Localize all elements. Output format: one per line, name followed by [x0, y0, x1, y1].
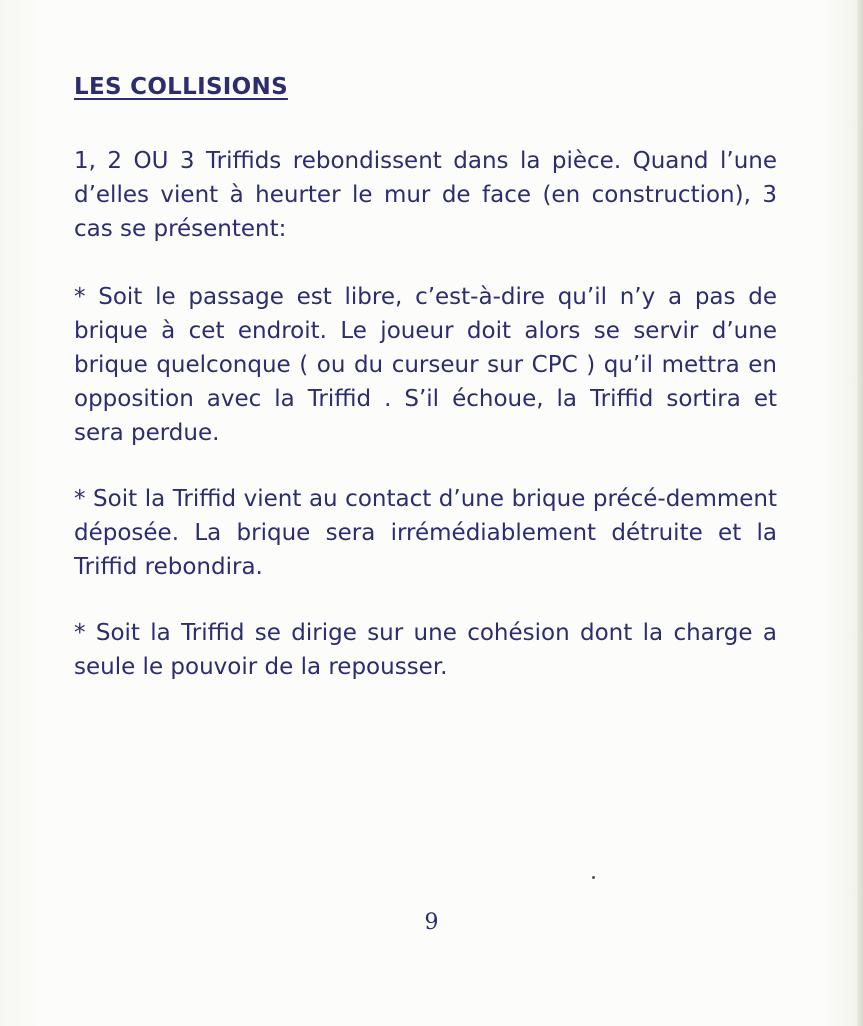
paragraph-case-brick-contact: * Soit la Triffid vient au contact d’une brique précé-demment déposée. La brique sera irrémédiablement détruite et la Triffid rebondira. — [74, 486, 777, 580]
paragraph-case-free-passage: * Soit le passage est libre, c’est-à-dire qu’il n’y a pas de brique à cet endroit. Le joueur doit alors se servir d’une brique quelconque ( ou du curseur sur CPC ) qu’il mettra en opposition avec la Triffid . S’il échoue, la Triffid sortira et sera perdue. — [74, 284, 777, 446]
paragraph-intro: 1, 2 OU 3 Triffids rebondissent dans la pièce. Quand l’une d’elles vient à heurter le mur de face (en construction), 3 cas se présentent: — [74, 148, 777, 242]
section-heading: LES COLLISIONS — [74, 74, 288, 100]
paper-speck — [592, 876, 595, 879]
paragraph-case-cohesion: * Soit la Triffid se dirige sur une cohésion dont la charge a seule le pouvoir de la repousser. — [74, 620, 777, 680]
page-edge-shadow — [857, 0, 863, 1026]
page-number: 9 — [424, 910, 439, 935]
